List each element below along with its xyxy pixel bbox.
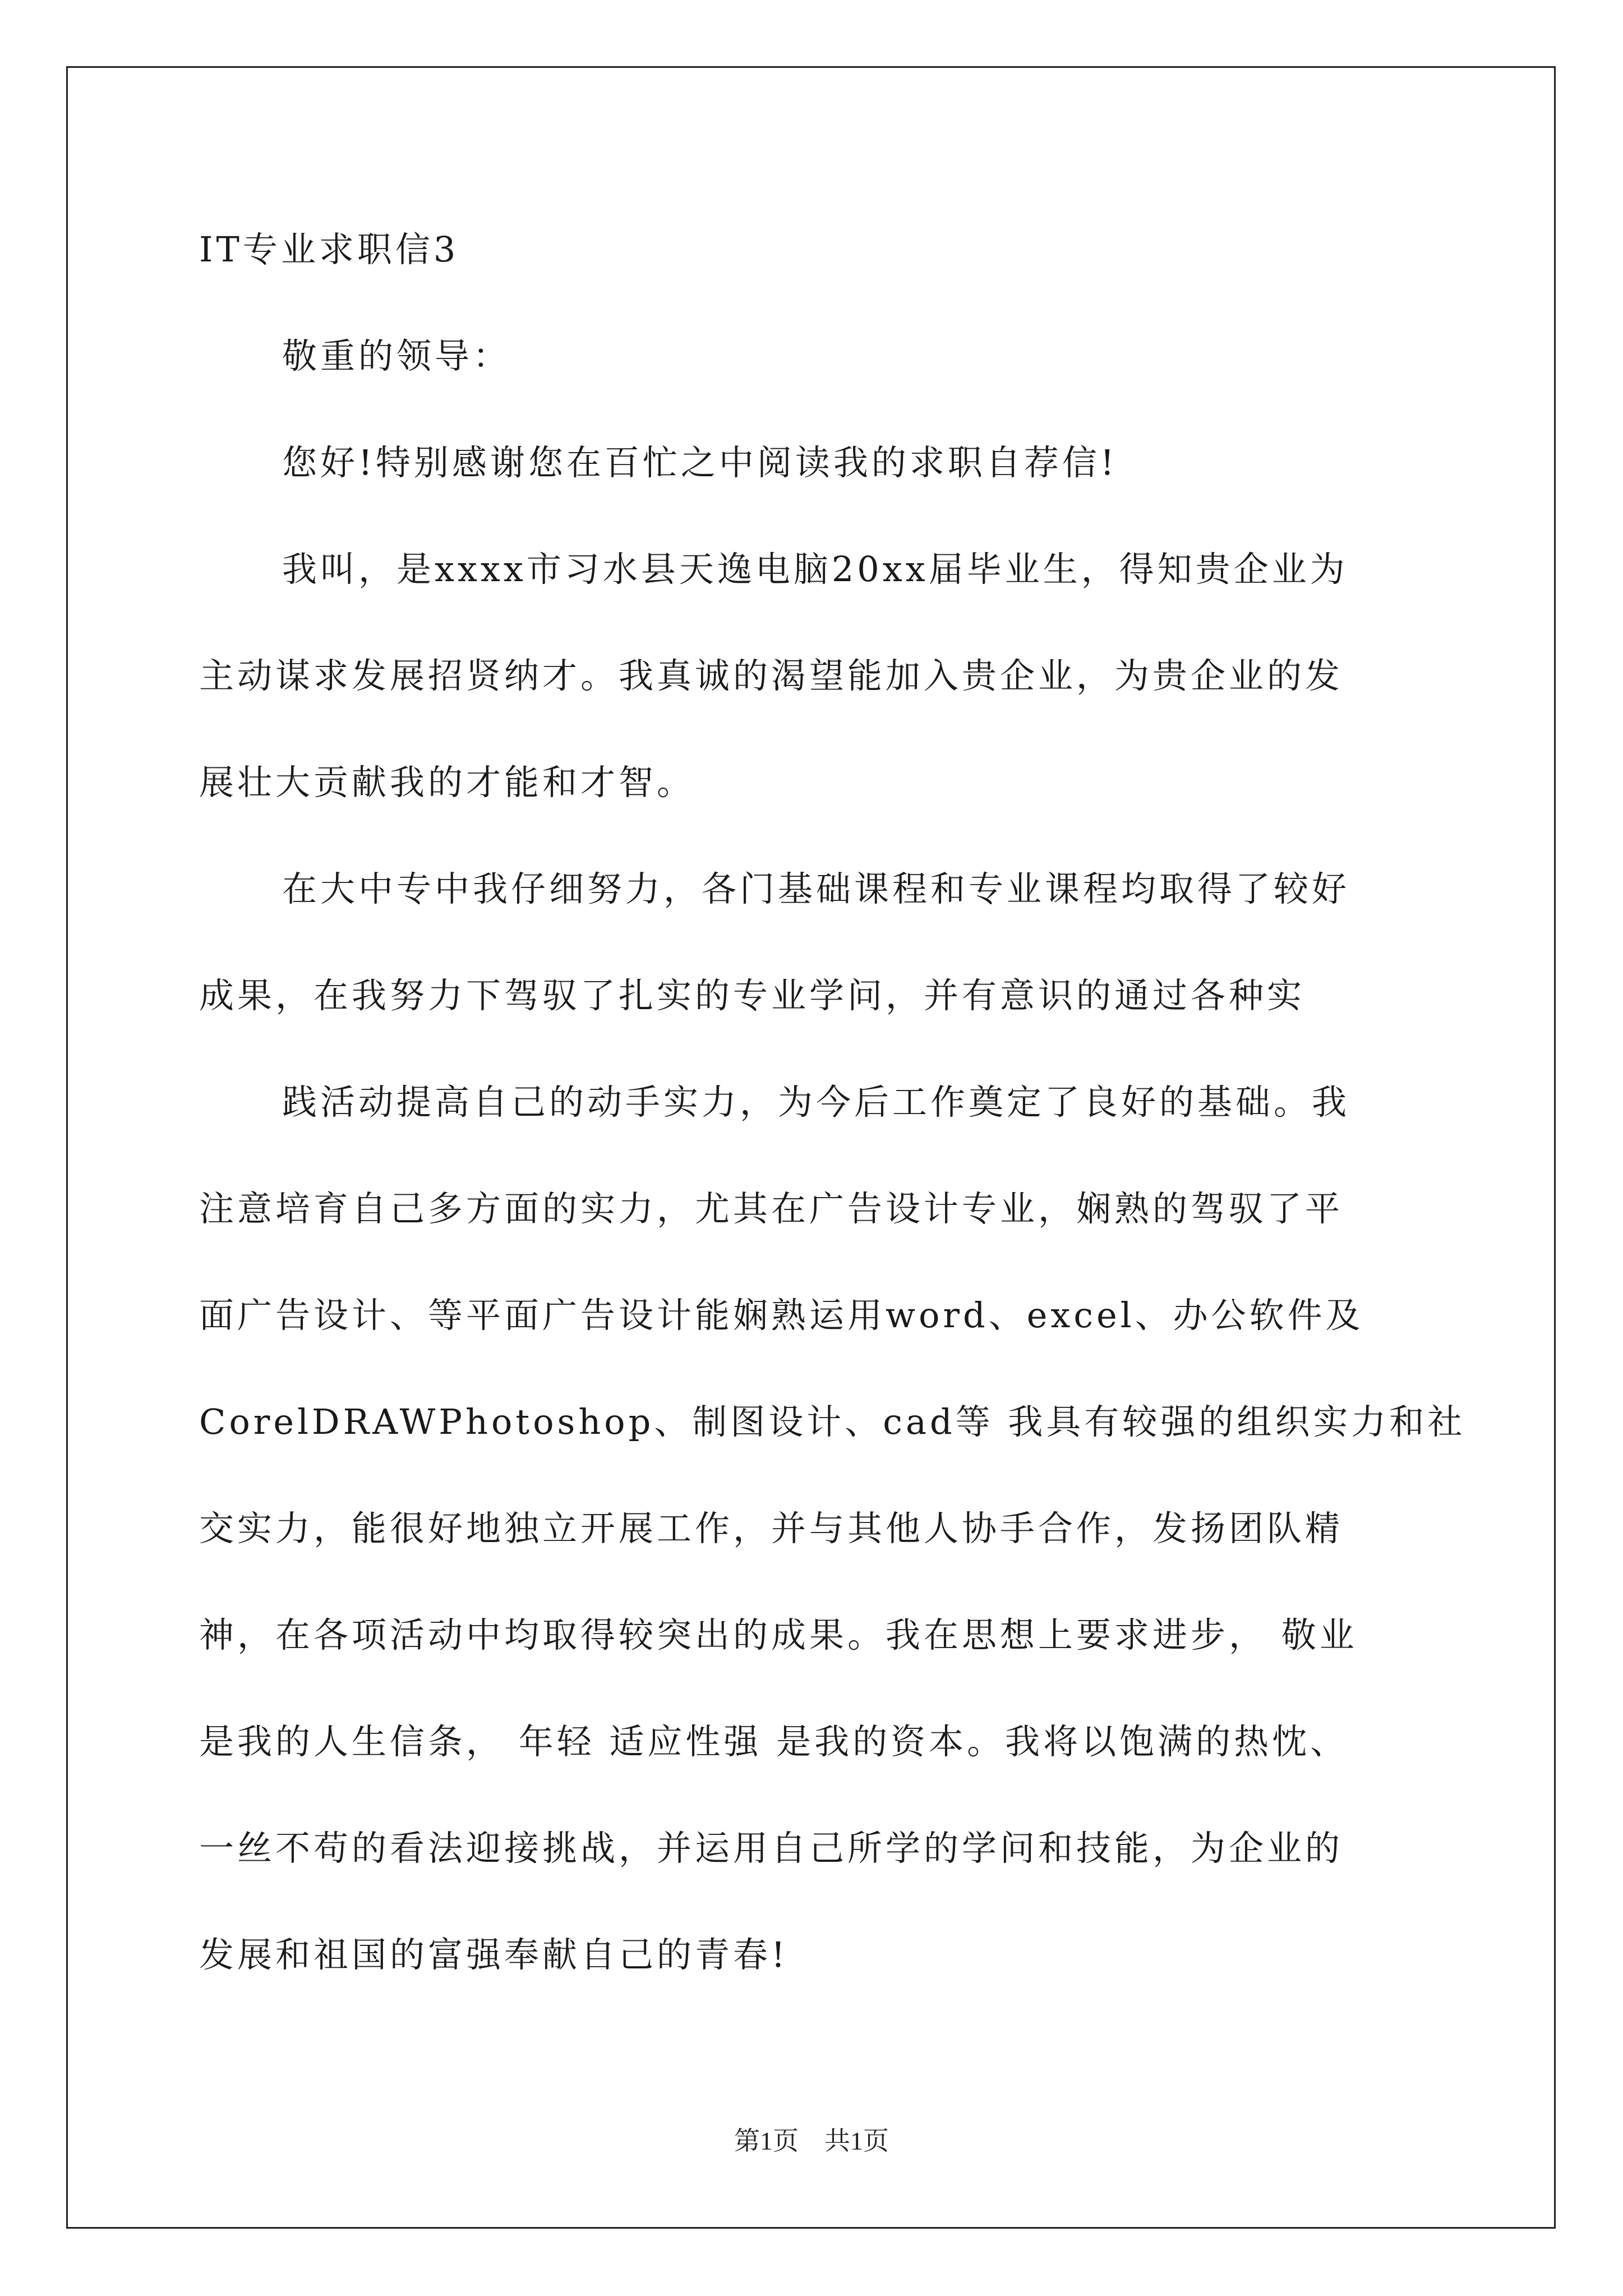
body-line: 主动谋求发展招贤纳才。我真诚的渴望能加入贵企业，为贵企业的发 — [199, 655, 1344, 696]
body-line: 在大中专中我仔细努力，各门基础课程和专业课程均取得了较好 — [282, 868, 1350, 909]
body-line: 面广告设计、等平面广告设计能娴熟运用word、excel、办公软件及 — [199, 1295, 1364, 1336]
salutation: 敬重的领导： — [282, 335, 511, 376]
body-line: 神，在各项活动中均取得较突出的成果。我在思想上要求进步， 敬业 — [199, 1614, 1358, 1655]
page-total: 共1页 — [824, 2127, 889, 2155]
body-line: 发展和祖国的富强奉献自己的青春! — [199, 1934, 789, 1975]
body-line: 成果，在我努力下驾驭了扎实的专业学问，并有意识的通过各种实 — [199, 975, 1306, 1016]
body-line: 我叫，是xxxx市习水县天逸电脑20xx届毕业生，得知贵企业为 — [282, 549, 1348, 590]
page-number: 第1页 — [734, 2127, 799, 2155]
document-body — [199, 213, 1466, 2025]
body-line: 展壮大贡献我的才能和才智。 — [199, 762, 695, 803]
body-line: 一丝不苟的看法迎接挑战，并运用自己所学的学问和技能，为企业的 — [199, 1828, 1344, 1869]
page-footer — [0, 2120, 1623, 2157]
greeting: 您好!特别感谢您在百忙之中阅读我的求职自荐信! — [282, 442, 1118, 483]
document-title: IT专业求职信3 — [199, 229, 459, 270]
body-line: CorelDRAWPhotoshop、制图设计、cad等 我具有较强的组织实力和社 — [199, 1401, 1466, 1442]
body-line: 践活动提高自己的动手实力，为今后工作奠定了良好的基础。我 — [282, 1082, 1350, 1122]
body-line: 交实力，能很好地独立开展工作，并与其他人协手合作，发扬团队精 — [199, 1508, 1344, 1549]
body-line: 注意培育自己多方面的实力，尤其在广告设计专业，娴熟的驾驭了平 — [199, 1188, 1344, 1229]
body-line: 是我的人生信条， 年轻 适应性强 是我的资本。我将以饱满的热忱、 — [199, 1721, 1349, 1762]
